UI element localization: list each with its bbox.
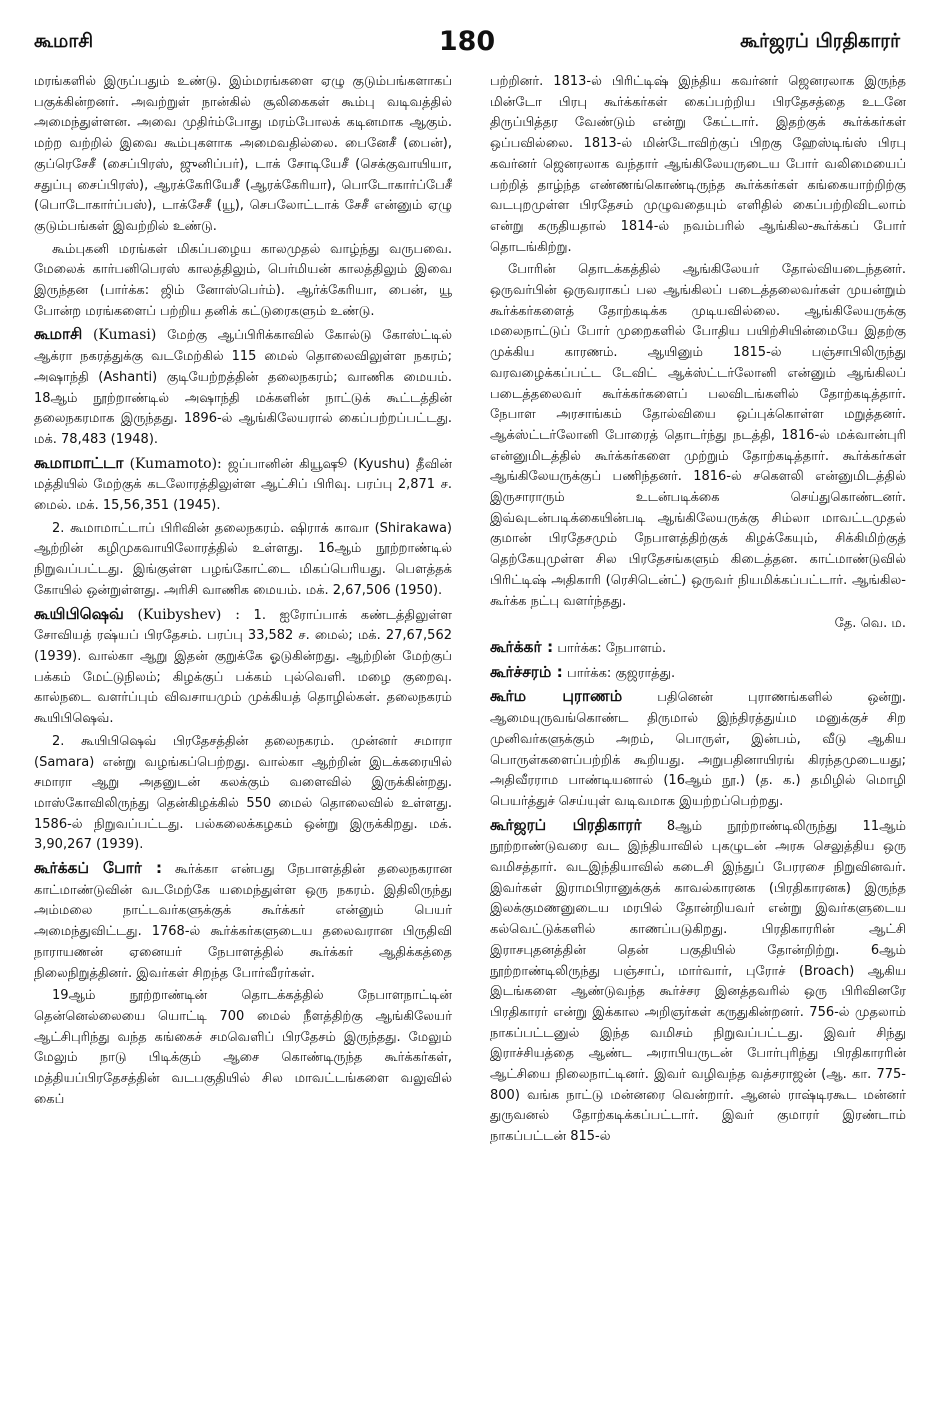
left-column — [34, 72, 452, 1416]
entry-paragraph — [490, 686, 906, 812]
body-paragraph: 2. கூயிபிஷெவ் பிரதேசத்தின் தலைநகரம். முன்னர் சமாரா (Samara) என்று வழங்கப்பெற்றது. வால்கா ஆற்றின் இடக்கரையில் சமாரா ஆறு அதனுடன் கலக்கும் வளைவில் இருக்கின்றது. மாஸ்கோவிலிருந்து தென்கிழக்கில் 550 மைல் தொலைவில் உள்ளது. 1586-ல் நிறுவப்பட்டது. பல்கலைக்கழகம் ஒன்று இருக்கிறது. மக். 3,90,267 (1939). — [34, 733, 452, 853]
entry-body: மேற்கு ஆப்பிரிக்காவில் கோல்டு கோஸ்ட்டில் ஆக்ரா நகரத்துக்கு வடமேற்கில் 115 மைல் தொலைவிலுள்ள நகரம்; அஷாந்தி (Ashanti) குடியேற்றத்தின் தலைநகரம்; வாணிக மையம். 18ஆம் நூற்றாண்டில் அஷாந்தி மக்களின் நாட்டுக் கூட்டத்தின் தலைநகரமாக இருந்தது. 1896-ல் ஆங்கிலேயரால் கைப்பற்றப்பட்டது. மக். 78,483 (1948). — [34, 328, 452, 447]
body-paragraph: 19ஆம் நூற்றாண்டின் தொடக்கத்தில் நேபாளநாட்டின் தென்னெல்லையை யொட்டி 700 மைல் நீளத்திற்கு ஆங்கிலேயர் ஆட்சிபுரிந்து வந்த கங்கைச் சமவெளிப் பிரதேசம் இருந்தது. மேலும் மேலும் நாடு பிடிக்கும் ஆசை கொண்டிருந்த கூர்க்கர்கள், மத்தியப்பிரதேசத்தின் வடபகுதியில் சில மாவட்டங்களை வலுவில் கைப் — [34, 988, 452, 1107]
entry-body: 1. ஐரோப்பாக் கண்டத்திலுள்ள சோவியத் ரஷ்யப் பிரதேசம். பரப்பு 33,582 ச. மைல்; மக். 27,67,562 (1939). வால்கா ஆறு இதன் குறுக்கே ஓடுகின்றது. ஆற்றின் மேற்குப் பக்கம் மேட்டுநிலம்; கிழக்குப் பக்கம் புல்வெளி. மழை குறைவு. கால்நடை வளர்ப்பும் விவசாயமும் முக்கியத் தொழில்கள். தலைநகரம் கூயிபிஷெவ். — [34, 607, 452, 727]
entry-heading: கூர்க்கப் போர் : — [34, 859, 163, 878]
entry-latin-name: (Kuibyshev) : — [137, 606, 240, 623]
entry-paragraph — [490, 662, 906, 685]
entry-paragraph — [34, 604, 452, 730]
entry-heading: கூர்ஜரப் பிரதிகாரர் — [490, 815, 642, 834]
entry-latin-name: (Kumasi) — [92, 327, 157, 344]
entry-paragraph — [34, 324, 452, 450]
body-paragraph: மரங்களில் இருப்பதும் உண்டு. இம்மரங்களை ஏழு குடும்பங்களாகப் பகுக்கின்றனர். அவற்றுள் நான்கில் சூலிகைகள் கூம்பு வடிவத்தில் அமைந்துள்ளன. அவை முதிர்ம்போது மரம்போலக் கடினமாக ஆகும். மற்ற வற்றில் இவை கூம்புகளாக அமைவதில்லை. பைனேசீ (பைன்), குப்ரெசேசீ (சைப்பிரஸ், ஜுனிப்பர்), டாக் சோடியேசீ (செக்குவாயியா, சதுப்பு சைப்பிரஸ்), ஆரக்கேரியேசீ (ஆரக்கேரியா), பொடோகார்ப்பேசீ (பொடோகார்ப்பஸ்), டாக்சேசீ (யூ), செபலோட்டாக் சேசீ என்னும் ஏழு குடும்பங்கள் இவற்றில் உண்டு. — [34, 74, 452, 234]
entry-heading: கூர்க்கர் : — [490, 637, 554, 656]
entry-body: கூர்க்கா என்பது நேபாளத்தின் தலைநகரான காட்மாண்டுவின் வடமேற்கே யமைந்துள்ள ஒரு நகரம். இதிலிருந்து அம்மலை நாட்டவர்களுக்குக் கூர்க்கர் என்னும் பெயர் அமைந்துவிட்டது. 1768-ல் கூர்க்கர்களுடைய தலைவரான பிருதிவி நாராயணன் ஏனையர் நேபாளத்தில் கூர்க்கர் ஆதிக்கத்தை நிலைநிறுத்தினர். இவர்கள் சிறந்த போர்வீரர்கள். — [34, 862, 452, 981]
entry-body: பதினென் புராணங்களில் ஒன்று. ஆமையுருவங்கொண்ட திருமால் இந்திரத்துய்ம மனுக்குச் சிற முனிவர்களுக்கும் அறம், பொருள், இன்பம், வீடு ஆகிய பொருள்களைப்பற்றிக் கூறியது. அறுபதினாயிரங் கிரந்தமுடையது; அதிவீரராம பாண்டியனால் (16ஆம் நூ.) (த. க.) தமிழில் மொழி பெயர்த்துச் செய்யுள் வடிவமாக இயற்றப்பெற்றது. — [490, 690, 906, 809]
entry-heading: கூர்ச்சரம் : — [490, 662, 563, 681]
entry-body: பார்க்க: நேபாளம். — [557, 640, 667, 656]
entry-paragraph — [490, 815, 906, 1148]
entry-paragraph — [490, 637, 906, 660]
body-paragraph: போரின் தொடக்கத்தில் ஆங்கிலேயர் தோல்வியடைந்தனர். ஒருவர்பின் ஒருவராகப் பல ஆங்கிலப் படைத்தலைவர்கள் முயன்றும் கூர்க்கர்களைத் தோற்கடிக்க முடியவில்லை. ஆங்கிலேயருக்கு மலைநாட்டுப் போர் முறைகளில் போதிய பயிற்சியின்மையே இதற்கு முக்கிய காரணம். ஆயினும் 1815-ல் பஞ்சாபிலிருந்து வரவழைக்கப்பட்ட டேவிட் ஆக்ஸ்ட்டர்லோனி என்னும் ஆங்கிலப் படைத்தலைவர் கூர்க்கர்களைப் பலவிடங்களில் தோற்கடித்தார். நேபாள அரசாங்கம் தோல்வியை ஒப்புக்கொள்ள மறுத்தனர். ஆக்ஸ்ட்டர்லோனி போரைத் தொடர்ந்து நடத்தி, 1816-ல் மக்வான்புரி என்னுமிடத்தில் கூர்க்கர்களை முற்றும் தோற்கடித்தார். கூர்க்கர்கள் ஆங்கிலேயருக்குப் பணிந்தனர். 1816-ல் சகௌலி என்னுமிடத்தில் இருசாராரும் உடன்படிக்கை செய்துகொண்டனர். இவ்வுடன்படிக்கையின்படி ஆங்கிலேயருக்கு சிம்லா மாவட்டமுதல் குமான் பிரதேசமும் நேபாளத்திற்குக் கிழக்கேயும், சிக்கிமிற்குத் தெற்கேயுமுள்ள சில பிரதேசங்களும் கிடைத்தன. காட்மாண்டுவில் பிரிட்டிஷ் அதிகாரி (ரெசிடென்ட்) ஒருவர் நியமிக்கப்பட்டார். ஆங்கில-கூர்க்க நட்பு வளர்ந்தது. — [490, 262, 906, 609]
entry-body: பார்க்க: குஜராத்து. — [567, 665, 676, 681]
entry-heading: கூமாசி — [34, 325, 83, 344]
entry-paragraph — [34, 453, 452, 517]
page-number: 180 — [438, 26, 496, 57]
author-initials: தே. வெ. ம. — [834, 616, 906, 632]
body-paragraph: பற்றினர். 1813-ல் பிரிட்டிஷ் இந்திய கவர்னர் ஜெனரலாக இருந்த மின்டோ பிரபு கூர்க்கர்கள் கைப்பற்றிய பிரதேசத்தை உடனே திருப்பித்தர வேண்டும் என்று கேட்டார். இதற்குக் கூர்க்கர்கள் ஒப்பவில்லை. 1813-ல் மின்டோவிற்குப் பிறகு ஹேஸ்டிங்ஸ் பிரபு கவர்னர் ஜெனரலாக வந்தார் ஆங்கிலேயருடைய போர் வலிமையைப் பற்றித் தாழ்ந்த எண்ணங்கொண்டிருந்த கூர்க்கர்கள் கங்கையாற்றிற்கு வடபுறமுள்ள பிரதேசம் முழுவதையும் எளிதில் கைப்பற்றிவிடலாம் என்று கருதியதால் 1814-ல் நவம்பரில் ஆங்கில-கூர்க்கப் போர் தொடங்கிற்று. — [490, 74, 906, 255]
entry-heading: கூமாமாட்டா — [34, 453, 124, 472]
entry-heading: கூயிபிஷெவ் — [34, 604, 124, 623]
running-head-left: கூமாசி — [34, 30, 94, 52]
running-head-right: கூர்ஜரப் பிரதிகாரர் — [740, 30, 900, 52]
body-paragraph: 2. கூமாமாட்டாப் பிரிவின் தலைநகரம். ஷிராக் காவா (Shirakawa) ஆற்றின் கழிமுகவாயிலோரத்தில் உள்ளது. 16ஆம் நூற்றாண்டில் நிறுவப்பட்டது. இங்குள்ள பழங்கோட்டை மிகப்பெரியது. பௌத்தக் கோயில் ஒன்றுள்ளது. அரிசி வாணிக மையம். மக். 2,67,506 (1950). — [34, 520, 452, 598]
page-header — [34, 26, 900, 62]
entry-heading: கூர்ம புராணம் — [490, 687, 623, 706]
entry-body: 8ஆம் நூற்றாண்டிலிருந்து 11ஆம் நூற்றாண்டுவரை வட இந்தியாவில் புகழுடன் அரசு செலுத்திய ஒரு வமிசத்தார். வடஇந்தியாவில் கடைசி இந்துப் பேரரசை நிறுவினவர். இவர்கள் இராமபிரானுக்குக் காவல்காரனக (பிரதிகாரனக) இருந்த இலக்குமணனுடைய மரபில் தோன்றியவர் என்று இவர்களுடைய கல்வெட்டுக்களில் காணப்படுகிறது. பிரதிகாரரின் ஆட்சி இராசபுதனத்தின் தென் பகுதியில் தோன்றிற்று. 6ஆம் நூற்றாண்டிலிருந்து பஞ்சாப், மார்வார், புரோச் (Broach) ஆகிய இடங்களை ஆண்டுவந்த கூர்ச்சர இனத்தவரில் ஒரு பிரிவினரே பிரதிகாரர் என்று இக்கால அறிஞர்கள் கருதுகின்றனர். 756-ல் முதலாம் நாகப்பட்டனுல் இந்த வமிசம் நிறுவப்பட்டது. இவர் சிந்து இராச்சியத்தை ஆண்ட அராபியருடன் போர்புரிந்து பிரதிகாரரின் ஆட்சியை நிலைநாட்டினர். இவர் வழிவந்த வத்சராஜன் (ஆ. கா. 775-800) வங்க நாட்டு மன்னரை வென்றார். ஆனல் ராஷ்டிரகூட மன்னர் துருவனல் தோற்கடிக்கப்பட்டார். இவர் குமாரர் இரண்டாம் நாகப்பட்டன் 815-ல் — [490, 818, 906, 1145]
entry-body: ஜப்பானின் கியூஷூ (Kyushu) தீவின் மத்தியில் மேற்குக் கடலோரத்திலுள்ள ஆட்சிப் பிரிவு. பரப்பு 2,871 ச. மைல். மக். 15,56,351 (1945). — [34, 456, 452, 514]
entry-latin-name: (Kumamoto): — [129, 455, 222, 472]
entry-paragraph — [34, 858, 452, 984]
body-paragraph: கூம்புகனி மரங்கள் மிகப்பழைய காலமுதல் வாழ்ந்து வருபவை. மேலைக் கார்பனிபெரஸ் காலத்திலும், பெர்மியன் காலத்திலும் இவை இருந்தன (பார்க்க: ஜிம் னோஸ்பெர்ம்). ஆர்க்கேரியா, பைன், யூ போன்ற மரங்களைப் பற்றிய தனிக் கட்டுரைகளும் உண்டு. — [34, 241, 452, 319]
right-column — [490, 72, 906, 1416]
